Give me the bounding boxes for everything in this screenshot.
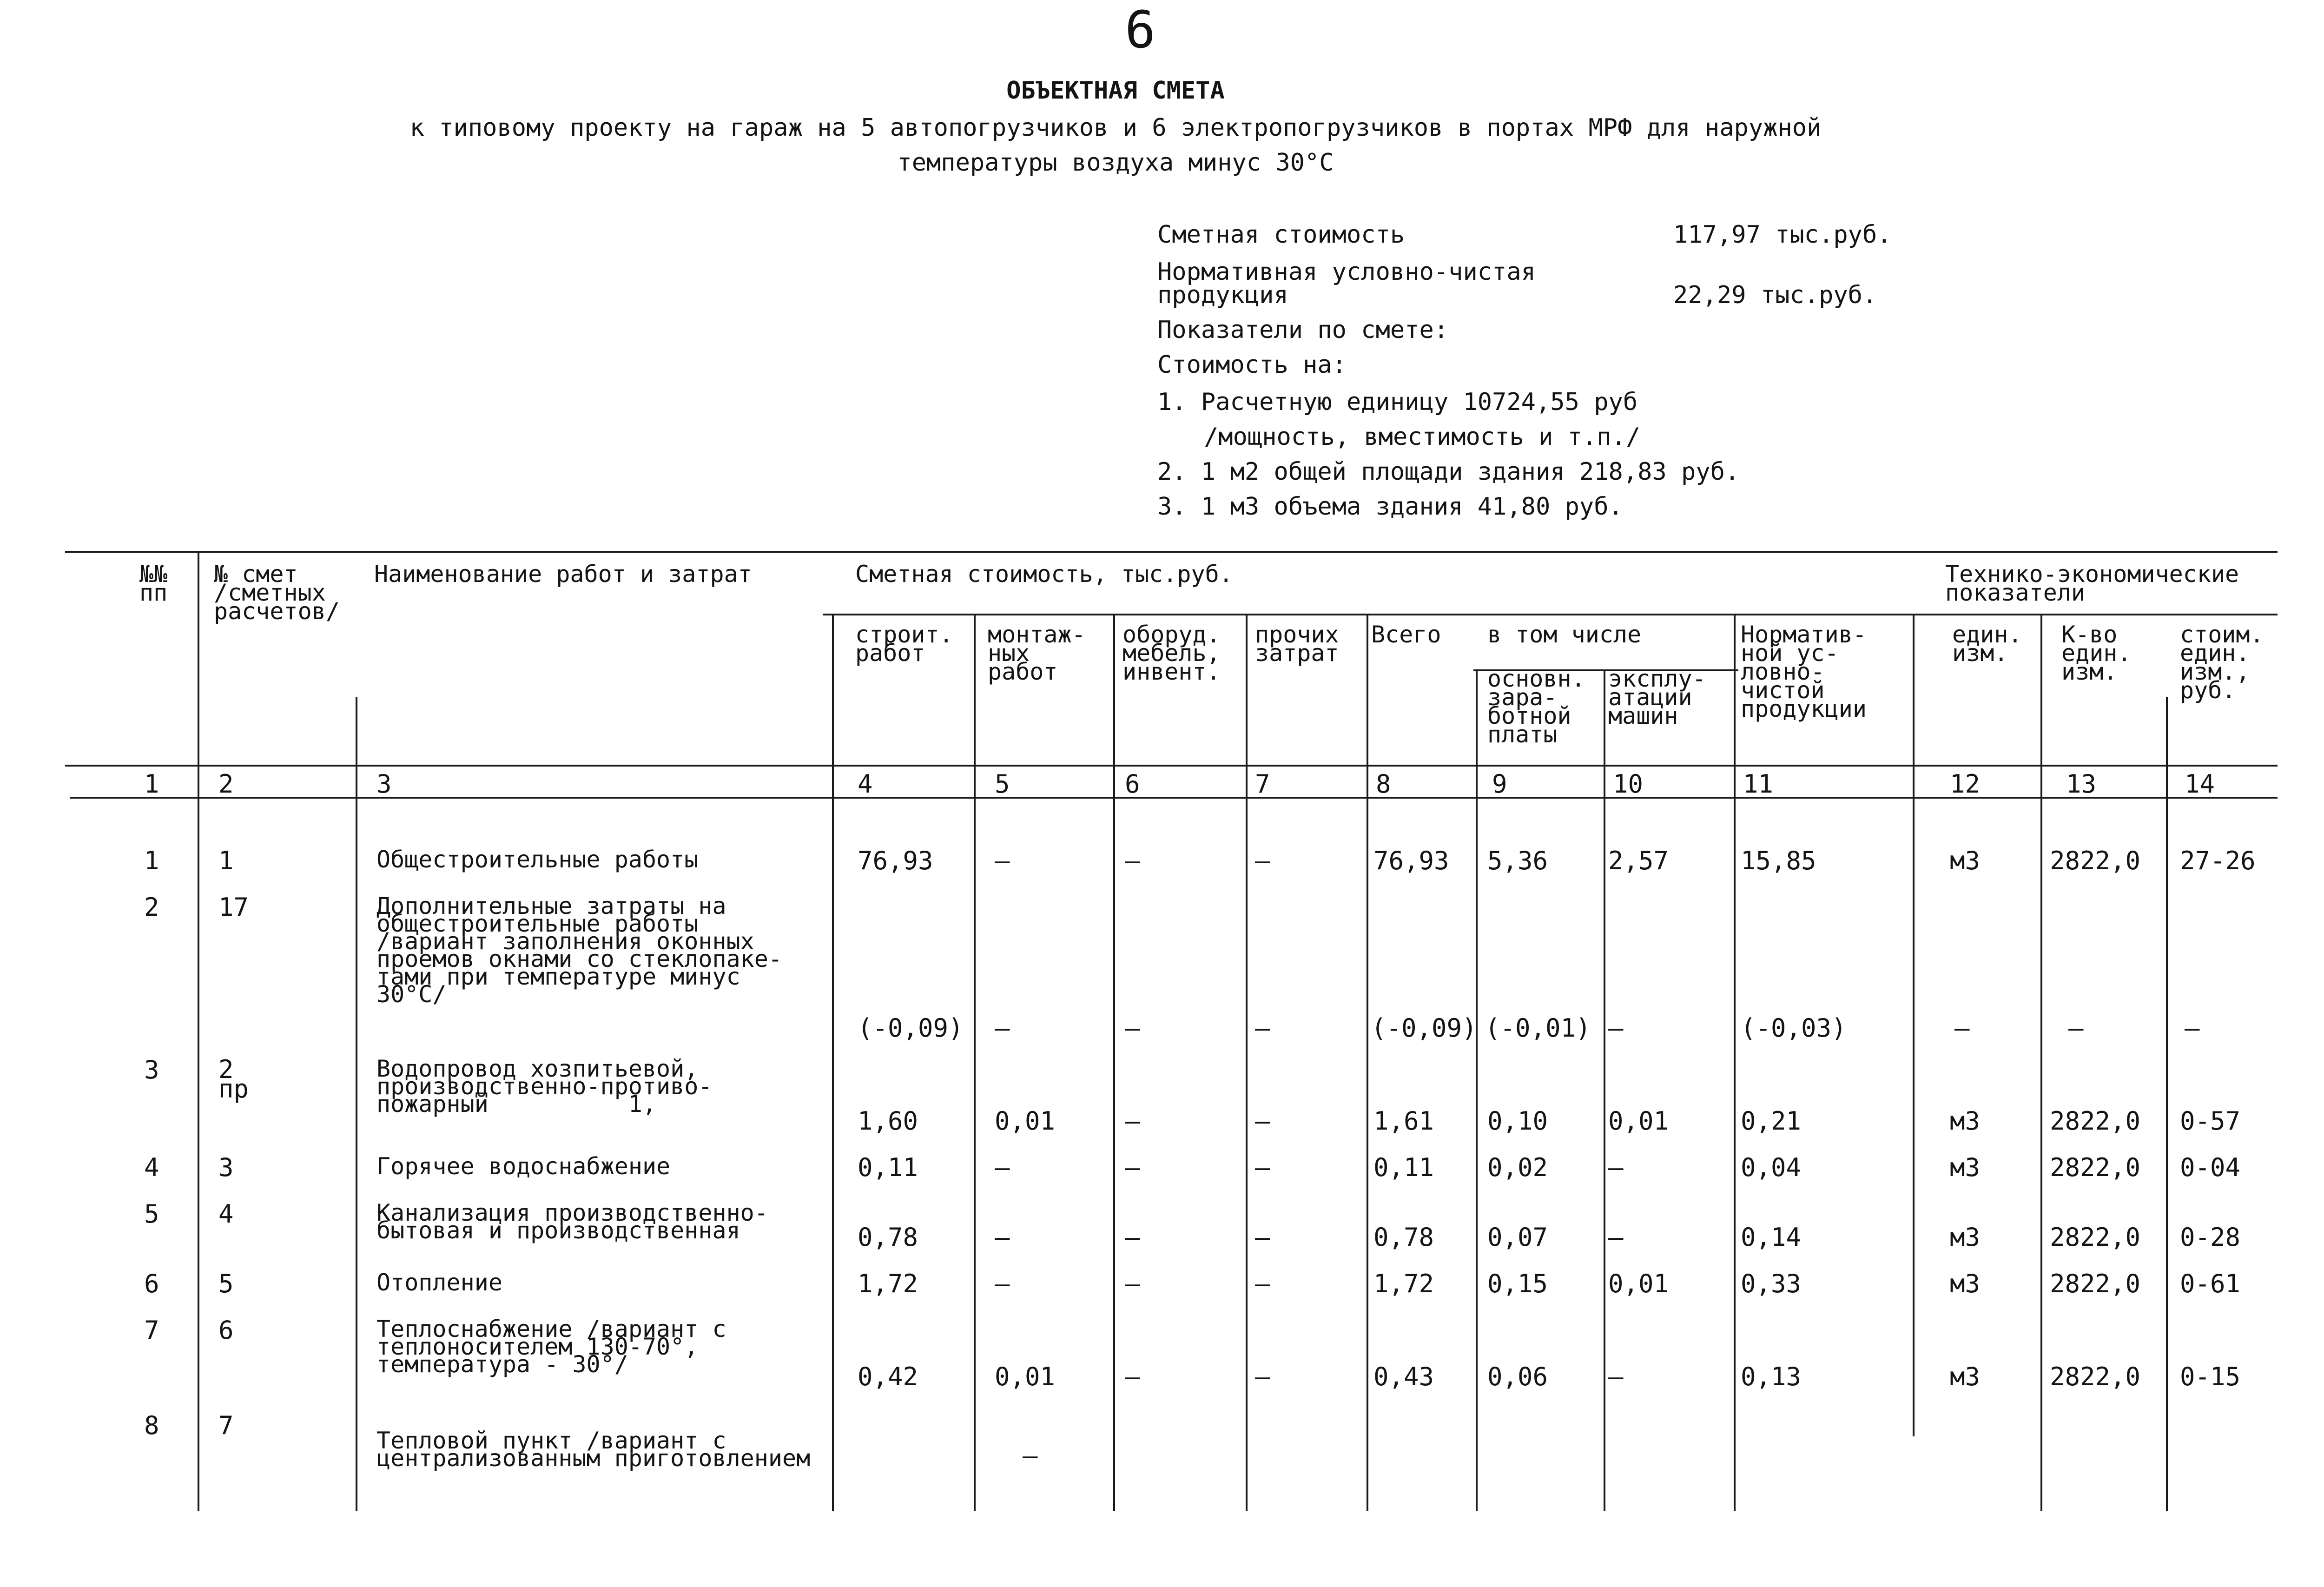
row-quantity: 2822,0 [2050, 846, 2141, 875]
row-name: Горячее водоснабжение [376, 1153, 671, 1180]
row-wages: 0,06 [1487, 1362, 1548, 1391]
header-equipment: оборуд. мебель, инвент. [1122, 621, 1221, 685]
col-divider [1604, 669, 1605, 1511]
row-other: – [1255, 1013, 1270, 1043]
cost-group-rule [823, 614, 2278, 615]
col-divider [832, 614, 834, 1511]
row-equipment: – [1125, 1013, 1140, 1043]
header-unit-cost: стоим. един. изм., руб. [2180, 621, 2264, 704]
row-other: – [1255, 1223, 1270, 1252]
document-title: ОБЪЕКТНАЯ СМЕТА [1006, 77, 1225, 105]
row-machines: – [1608, 1223, 1624, 1252]
cost-on-label: Стоимость на: [1157, 351, 1347, 379]
column-number: 6 [1125, 769, 1140, 799]
row-equipment: – [1125, 1362, 1140, 1391]
column-number: 9 [1492, 769, 1507, 799]
row-number: 8 [144, 1411, 159, 1440]
row-installation: – [995, 1223, 1010, 1252]
row-number: 3 [144, 1055, 159, 1084]
npp-label-2: продукция [1157, 281, 1288, 309]
row-quantity: 2822,0 [2050, 1269, 2141, 1298]
header-quantity: К-во един. изм. [2061, 621, 2132, 685]
column-number: 3 [376, 769, 392, 799]
header-machines: эксплу- атации машин [1608, 665, 1706, 729]
row-wages: 0,02 [1487, 1153, 1548, 1182]
row-other: – [1255, 1362, 1270, 1391]
indicators-label: Показатели по смете: [1157, 316, 1449, 344]
row-number: 1 [144, 846, 159, 875]
column-number: 4 [858, 769, 873, 799]
row-unit: м3 [1950, 846, 1981, 875]
column-number: 11 [1743, 769, 1774, 799]
row-estimate: 17 [218, 893, 249, 922]
row-npp: 0,13 [1741, 1362, 1802, 1391]
col-divider [2040, 614, 2042, 1511]
row-quantity: 2822,0 [2050, 1223, 2141, 1252]
document-subtitle-2: температуры воздуха минус 30°С [897, 149, 1334, 177]
col-divider [1476, 669, 1478, 1511]
column-number: 1 [144, 769, 159, 799]
npp-value: 22,29 тыс.руб. [1673, 281, 1877, 309]
row-installation: – [995, 1013, 1010, 1043]
column-number-rule [70, 797, 2278, 799]
column-number: 2 [218, 769, 234, 799]
row-other: – [1255, 846, 1270, 875]
row-equipment: – [1125, 1106, 1140, 1136]
row-npp: 0,14 [1741, 1223, 1802, 1252]
row-construction: (-0,09) [858, 1013, 964, 1043]
header-estimate: № смет /сметных расчетов/ [214, 561, 340, 625]
col-divider [2166, 697, 2168, 1511]
row-total: 1,61 [1373, 1106, 1434, 1136]
row-unit: м3 [1950, 1106, 1981, 1136]
row-other: – [1255, 1153, 1270, 1182]
document-subtitle-1: к типовому проекту на гараж на 5 автопогрузчиков и 6 электропогрузчиков в портах МРФ для наружной [409, 114, 1822, 142]
row-quantity: 2822,0 [2050, 1106, 2141, 1136]
row-name: Дополнительные затраты на общестроительные работы /вариант заполнения оконных проемов окнами со стеклопаке- тами при температуре минус 30°С/ [376, 893, 782, 1008]
row-quantity: 2822,0 [2050, 1362, 2141, 1391]
indicator-item-1-note: /мощность, вместимость и т.п./ [1204, 423, 1641, 451]
col-divider [974, 614, 976, 1511]
row-estimate: 4 [218, 1199, 234, 1229]
col-divider [1734, 614, 1736, 1511]
row-npp: 15,85 [1741, 846, 1816, 875]
row-installation: – [995, 1269, 1010, 1298]
row-construction: 1,72 [858, 1269, 918, 1298]
header-other: прочих затрат [1255, 621, 1339, 667]
row-unit-cost: 0-61 [2180, 1269, 2241, 1298]
row-number: 2 [144, 893, 159, 922]
col-divider [198, 551, 199, 1511]
table-top-rule [65, 551, 2278, 553]
row-estimate: 3 [218, 1153, 234, 1182]
row-unit-cost: 0-04 [2180, 1153, 2241, 1182]
column-number: 5 [995, 769, 1010, 799]
row-machines: 0,01 [1608, 1106, 1669, 1136]
cost-label: Сметная стоимость [1157, 221, 1405, 249]
col-divider [1367, 614, 1368, 1511]
npp-label-1: Нормативная условно-чистая [1157, 258, 1536, 286]
row-installation: – [1023, 1441, 1038, 1470]
indicator-item-1: 1. Расчетную единицу 10724,55 руб [1157, 388, 1638, 416]
row-equipment: – [1125, 1223, 1140, 1252]
row-number: 7 [144, 1316, 159, 1345]
column-number: 8 [1376, 769, 1391, 799]
header-bottom-rule [65, 765, 2278, 767]
row-npp: 0,33 [1741, 1269, 1802, 1298]
row-name: Канализация производственно- бытовая и производственная [376, 1199, 768, 1244]
header-wages: основн. зара- ботной платы [1487, 665, 1585, 748]
col-divider [356, 697, 357, 1511]
row-installation: – [995, 1153, 1010, 1182]
row-wages: 5,36 [1487, 846, 1548, 875]
row-unit: м3 [1950, 1223, 1981, 1252]
row-machines: – [1608, 1153, 1624, 1182]
row-estimate: 2 пр [218, 1055, 249, 1104]
row-name: Отопление [376, 1269, 502, 1296]
row-unit: м3 [1950, 1362, 1981, 1391]
row-unit-cost: 0-15 [2180, 1362, 2241, 1391]
row-construction: 0,11 [858, 1153, 918, 1182]
header-name: Наименование работ и затрат [374, 561, 752, 588]
page-number: 6 [1125, 0, 1156, 60]
row-equipment: – [1125, 846, 1140, 875]
row-number: 4 [144, 1153, 159, 1182]
row-total: (-0,09) [1371, 1013, 1477, 1043]
row-machines: 2,57 [1608, 846, 1669, 875]
row-unit: – [1954, 1013, 1970, 1043]
row-wages: (-0,01) [1485, 1013, 1591, 1043]
column-number: 7 [1255, 769, 1270, 799]
header-including: в том числе [1487, 621, 1642, 648]
header-npp: Норматив- ной ус- ловно- чистой продукции [1741, 621, 1867, 722]
row-npp: 0,04 [1741, 1153, 1802, 1182]
row-estimate: 7 [218, 1411, 234, 1440]
row-name: Теплоснабжение /вариант с теплоносителем 130-70°, температура - 30°/ [376, 1316, 726, 1378]
indicator-item-3: 3. 1 м3 объема здания 41,80 руб. [1157, 493, 1623, 521]
row-installation: 0,01 [995, 1106, 1056, 1136]
row-name: Общестроительные работы [376, 846, 699, 873]
row-estimate: 1 [218, 846, 234, 875]
row-number: 6 [144, 1269, 159, 1298]
row-npp: (-0,03) [1741, 1013, 1847, 1043]
row-other: – [1255, 1269, 1270, 1298]
row-construction: 0,78 [858, 1223, 918, 1252]
row-unit: м3 [1950, 1269, 1981, 1298]
row-total: 0,78 [1373, 1223, 1434, 1252]
row-construction: 1,60 [858, 1106, 918, 1136]
row-construction: 76,93 [858, 846, 933, 875]
row-unit-cost: 0-28 [2180, 1223, 2241, 1252]
col-divider [1113, 614, 1115, 1511]
row-estimate: 5 [218, 1269, 234, 1298]
row-wages: 0,07 [1487, 1223, 1548, 1252]
row-equipment: – [1125, 1153, 1140, 1182]
row-wages: 0,15 [1487, 1269, 1548, 1298]
indicator-item-2: 2. 1 м2 общей площади здания 218,83 руб. [1157, 458, 1740, 486]
row-installation: – [995, 846, 1010, 875]
row-name: Водопровод хозпитьевой, производственно-противо- пожарный 1, [376, 1055, 713, 1118]
cost-value: 117,97 тыс.руб. [1673, 221, 1892, 249]
row-machines: – [1608, 1013, 1624, 1043]
header-tech-group: Технико-экономические показатели [1945, 561, 2239, 606]
header-num: №№ пп [139, 561, 168, 606]
header-cost-group: Сметная стоимость, тыс.руб. [855, 561, 1233, 588]
header-unit: един. изм. [1952, 621, 2022, 667]
row-other: – [1255, 1106, 1270, 1136]
row-machines: – [1608, 1362, 1624, 1391]
row-total: 76,93 [1373, 846, 1449, 875]
column-number: 14 [2185, 769, 2215, 799]
row-quantity: 2822,0 [2050, 1153, 2141, 1182]
row-total: 0,11 [1373, 1153, 1434, 1182]
column-number: 13 [2066, 769, 2097, 799]
row-unit-cost: 27-26 [2180, 846, 2256, 875]
header-installation: монтаж- ных работ [988, 621, 1086, 685]
row-unit-cost: – [2185, 1013, 2200, 1043]
row-estimate: 6 [218, 1316, 234, 1345]
row-number: 5 [144, 1199, 159, 1229]
row-installation: 0,01 [995, 1362, 1056, 1391]
row-npp: 0,21 [1741, 1106, 1802, 1136]
header-total: Всего [1371, 621, 1441, 648]
row-equipment: – [1125, 1269, 1140, 1298]
row-total: 1,72 [1373, 1269, 1434, 1298]
row-construction: 0,42 [858, 1362, 918, 1391]
col-divider [1246, 614, 1248, 1511]
header-construction: строит. работ [855, 621, 953, 667]
column-number: 10 [1613, 769, 1644, 799]
row-name: Тепловой пункт /вариант с централизованным приготовлением [376, 1427, 811, 1472]
column-number: 12 [1950, 769, 1981, 799]
row-wages: 0,10 [1487, 1106, 1548, 1136]
row-machines: 0,01 [1608, 1269, 1669, 1298]
row-quantity: – [2068, 1013, 2084, 1043]
col-divider [1913, 614, 1915, 1436]
row-total: 0,43 [1373, 1362, 1434, 1391]
row-unit-cost: 0-57 [2180, 1106, 2241, 1136]
row-unit: м3 [1950, 1153, 1981, 1182]
